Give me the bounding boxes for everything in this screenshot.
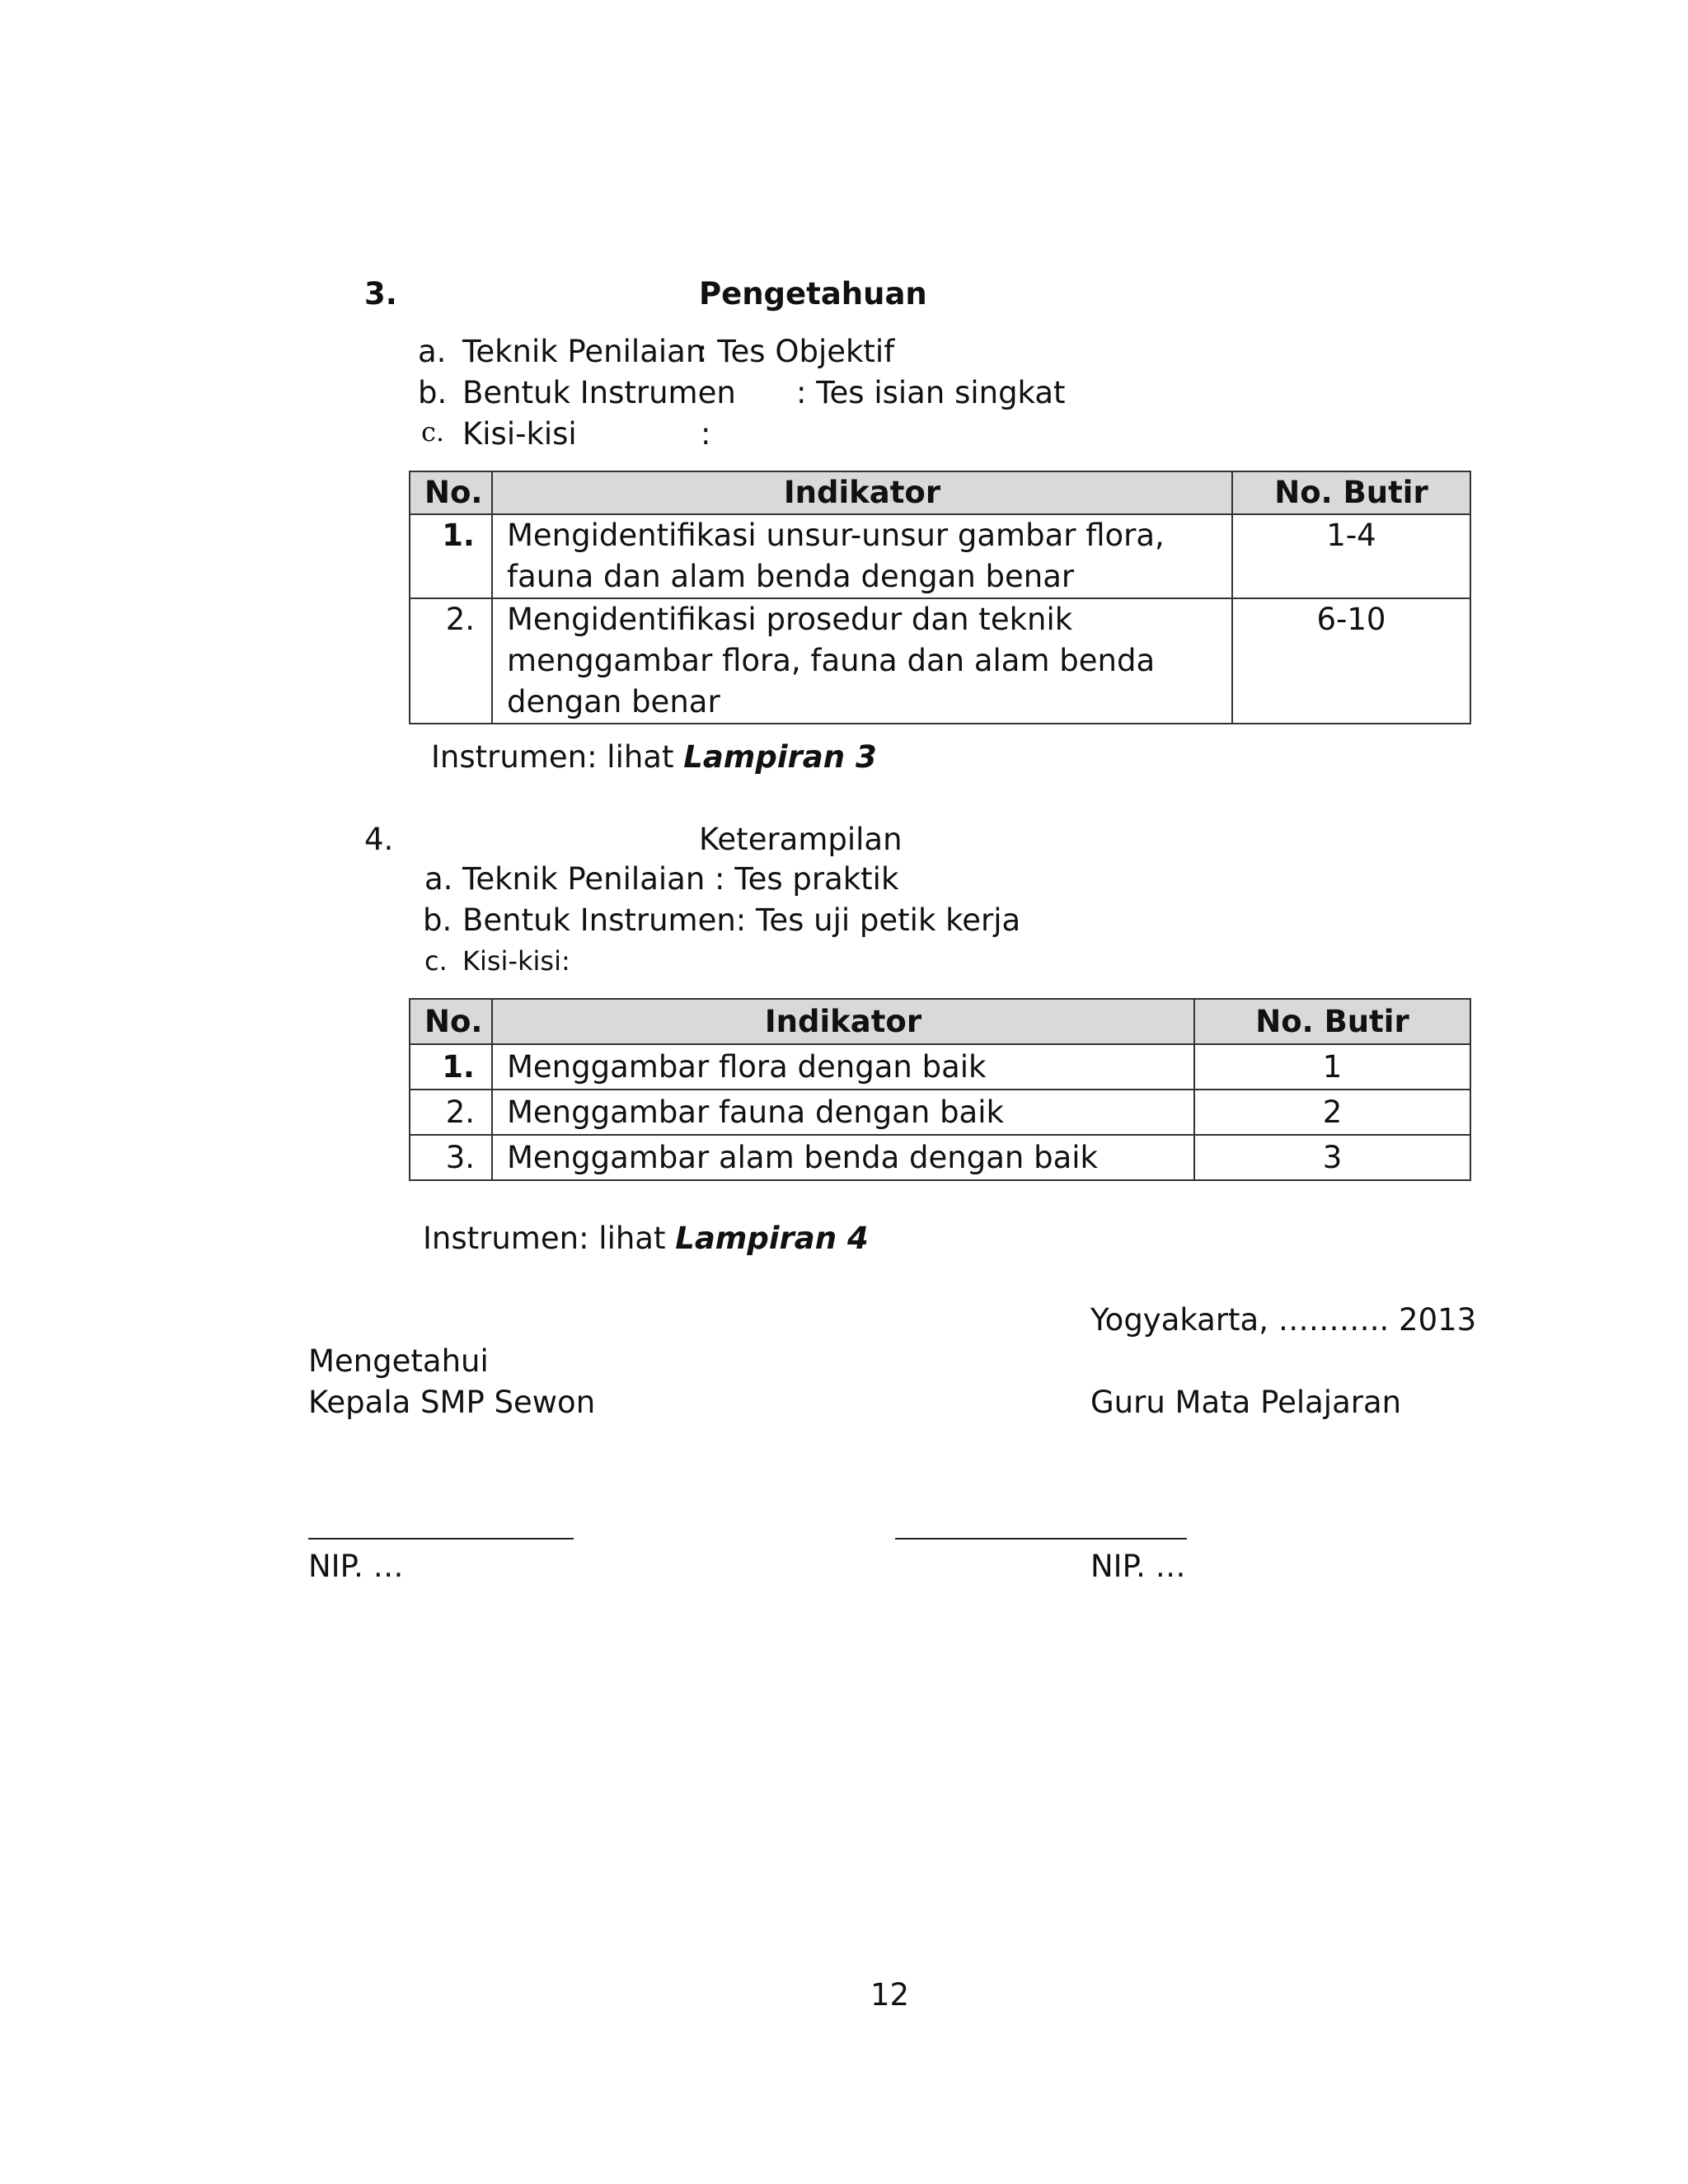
section4-item-a-text: Teknik Penilaian : Tes praktik bbox=[462, 861, 899, 897]
section3-item-c-value: : bbox=[701, 416, 711, 452]
section3-item-b-marker: b. bbox=[418, 375, 448, 410]
table-header-row bbox=[410, 999, 1470, 1044]
section3-item-a-label: Teknik Penilaian bbox=[462, 334, 706, 369]
row-no-butir: 2 bbox=[1194, 1090, 1470, 1135]
left-signatory-line1: Mengetahui bbox=[308, 1343, 489, 1379]
section3-item-b-value: : Tes isian singkat bbox=[796, 375, 1066, 410]
section3-item-a-marker: a. bbox=[418, 334, 447, 369]
table-row bbox=[410, 514, 1470, 598]
row-indikator: Mengidentifikasi prosedur dan teknik menggambar flora, fauna dan alam benda dengan benar bbox=[492, 598, 1232, 724]
row-number: 1. bbox=[410, 1044, 492, 1090]
section4-item-a-marker: a. bbox=[424, 861, 453, 897]
row-number: 1. bbox=[410, 514, 492, 598]
row-no-butir: 3 bbox=[1194, 1135, 1470, 1180]
table-row bbox=[410, 598, 1470, 724]
col-header-no-butir: No. Butir bbox=[1232, 471, 1470, 514]
col-header-no: No. bbox=[410, 471, 492, 514]
right-nip: NIP. … bbox=[1090, 1549, 1186, 1584]
section3-item-c-marker: c. bbox=[421, 416, 445, 448]
instrument-ref: Lampiran 4 bbox=[675, 1221, 869, 1256]
row-indikator: Mengidentifikasi unsur-unsur gambar flora, fauna dan alam benda dengan benar bbox=[492, 514, 1232, 598]
row-number: 2. bbox=[410, 598, 492, 724]
right-signatory-title: Guru Mata Pelajaran bbox=[1090, 1385, 1402, 1420]
section3-number: 3. bbox=[364, 276, 397, 312]
col-header-indikator: Indikator bbox=[492, 999, 1194, 1044]
instrument-ref: Lampiran 3 bbox=[683, 739, 877, 775]
col-header-indikator: Indikator bbox=[492, 471, 1232, 514]
page-number: 12 bbox=[870, 1977, 910, 2013]
section4-item-b-text: Bentuk Instrumen: Tes uji petik kerja bbox=[462, 902, 1021, 938]
row-number: 3. bbox=[410, 1135, 492, 1180]
section3-instrument-note bbox=[431, 739, 877, 776]
section3-item-a-value: : Tes Objektif bbox=[697, 334, 895, 369]
instrument-prefix: Instrumen: lihat bbox=[423, 1221, 666, 1256]
section3-item-c-label: Kisi-kisi bbox=[462, 416, 577, 452]
left-signature-line bbox=[308, 1538, 574, 1540]
section3-kisi-table bbox=[409, 471, 1471, 724]
section4-item-b-marker: b. bbox=[423, 902, 452, 938]
section4-item-c-text: Kisi-kisi: bbox=[462, 945, 570, 977]
instrument-prefix: Instrumen: lihat bbox=[431, 739, 674, 775]
row-number: 2. bbox=[410, 1090, 492, 1135]
table-header-row bbox=[410, 471, 1470, 514]
col-header-no-butir: No. Butir bbox=[1194, 999, 1470, 1044]
table-row bbox=[410, 1044, 1470, 1090]
left-signatory-title: Kepala SMP Sewon bbox=[308, 1385, 596, 1420]
row-indikator: Menggambar flora dengan baik bbox=[492, 1044, 1194, 1090]
row-no-butir: 1 bbox=[1194, 1044, 1470, 1090]
table-row bbox=[410, 1090, 1470, 1135]
section4-instrument-note bbox=[423, 1221, 869, 1257]
right-signature-line bbox=[895, 1538, 1187, 1540]
table-row bbox=[410, 1135, 1470, 1180]
place-date: Yogyakarta, ……….. 2013 bbox=[1090, 1302, 1477, 1338]
section4-title: Keterampilan bbox=[699, 822, 903, 857]
section4-item-c-marker: c. bbox=[424, 945, 448, 977]
left-nip: NIP. … bbox=[308, 1549, 404, 1584]
row-no-butir: 1-4 bbox=[1232, 514, 1470, 598]
row-indikator: Menggambar fauna dengan baik bbox=[492, 1090, 1194, 1135]
row-indikator: Menggambar alam benda dengan baik bbox=[492, 1135, 1194, 1180]
section3-item-b-label: Bentuk Instrumen bbox=[462, 375, 736, 410]
col-header-no: No. bbox=[410, 999, 492, 1044]
section3-title: Pengetahuan bbox=[699, 276, 927, 312]
row-no-butir: 6-10 bbox=[1232, 598, 1470, 724]
section4-kisi-table bbox=[409, 998, 1471, 1181]
section4-number: 4. bbox=[364, 822, 394, 857]
